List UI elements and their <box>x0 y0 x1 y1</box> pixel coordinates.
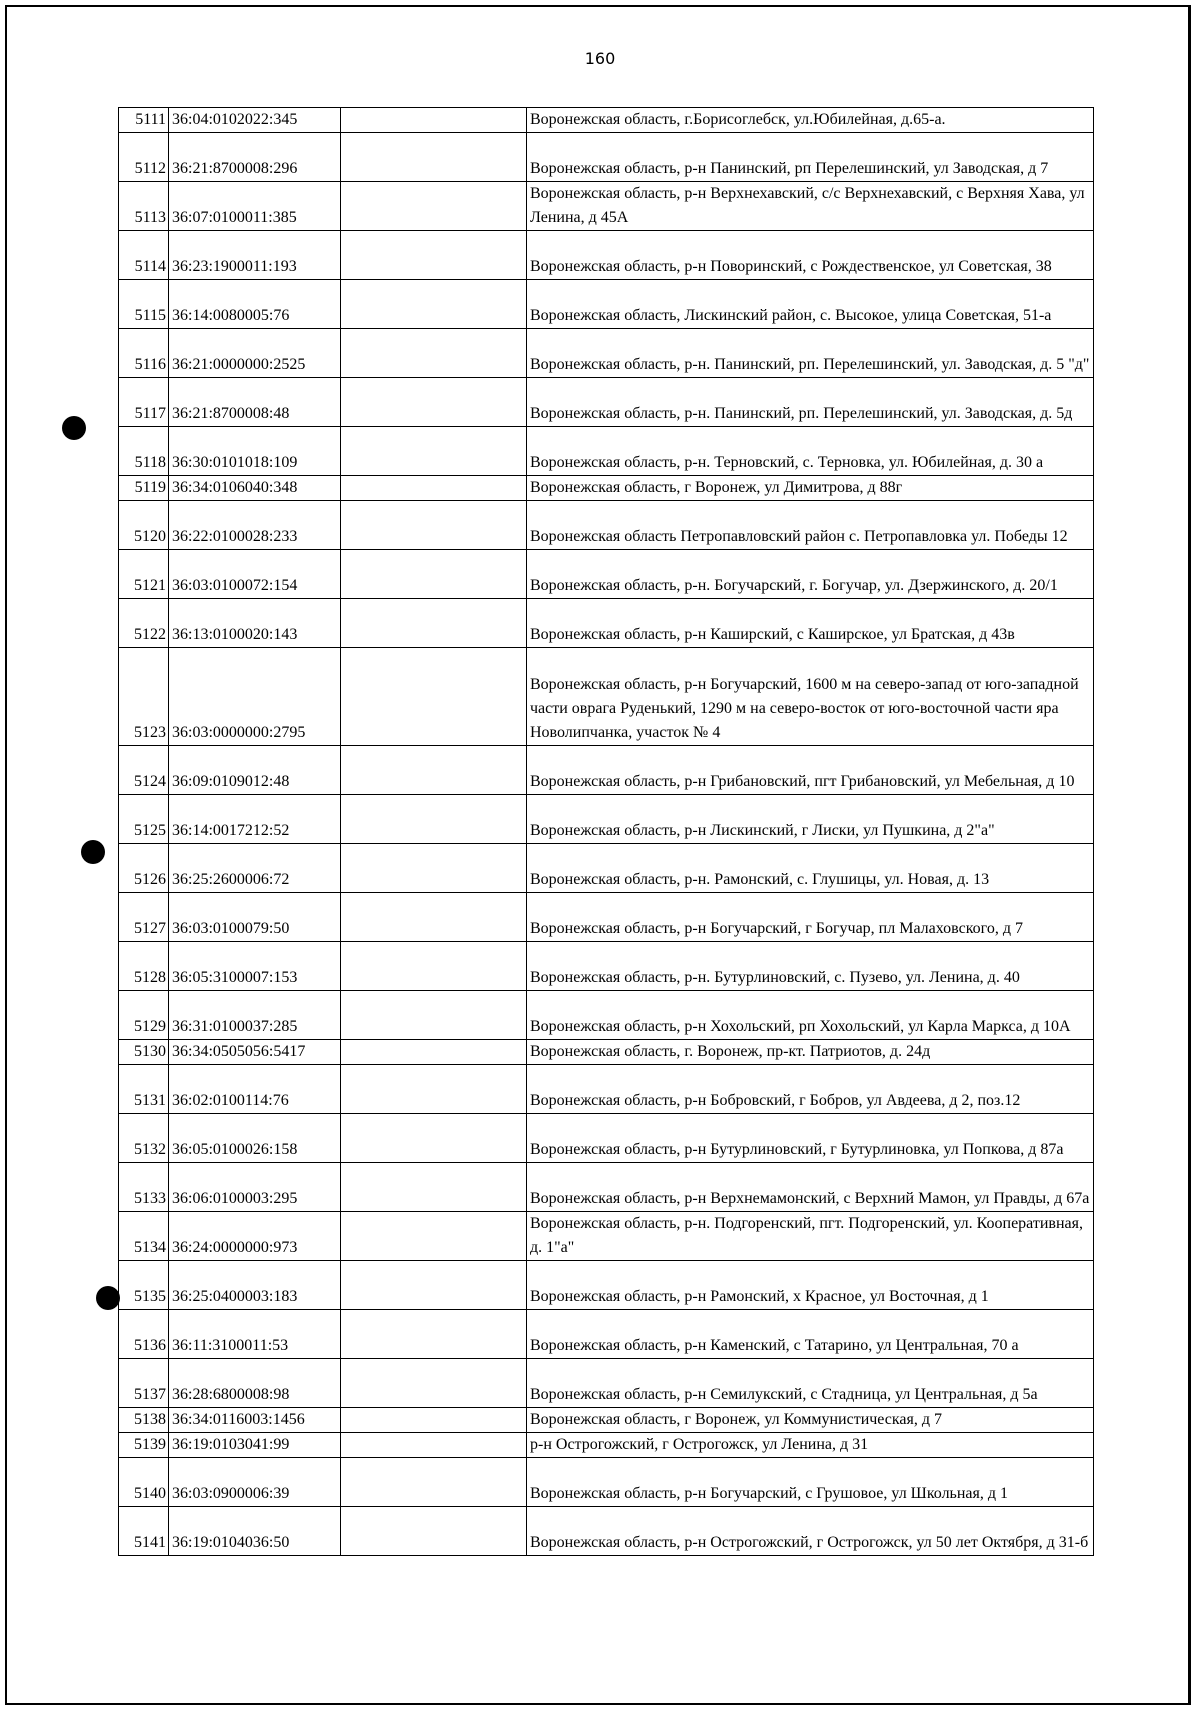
row-number-cell: 5138 <box>119 1408 169 1433</box>
address-cell: Воронежская область, р-н Поворинский, с Рождественское, ул Советская, 38 <box>527 231 1094 280</box>
table-row <box>119 329 1094 378</box>
empty-cell <box>341 795 527 844</box>
table-row <box>119 476 1094 501</box>
cadastral-number-cell: 36:02:0100114:76 <box>169 1065 341 1114</box>
table-row <box>119 280 1094 329</box>
registry-table <box>118 107 1094 1556</box>
table-row <box>119 1433 1094 1458</box>
empty-cell <box>341 329 527 378</box>
empty-cell <box>341 1433 527 1458</box>
row-number-cell: 5118 <box>119 427 169 476</box>
table-row <box>119 1065 1094 1114</box>
registry-table-body <box>119 108 1094 1556</box>
row-number-cell: 5125 <box>119 795 169 844</box>
address-cell: Воронежская область, р-н Богучарский, с Грушовое, ул Школьная, д 1 <box>527 1458 1094 1507</box>
cadastral-number-cell: 36:19:0104036:50 <box>169 1507 341 1556</box>
punch-hole-mark <box>96 1286 120 1310</box>
address-cell: Воронежская область, р-н. Панинский, рп. Перелешинский, ул. Заводская, д. 5 "д" <box>527 329 1094 378</box>
row-number-cell: 5124 <box>119 746 169 795</box>
address-cell: р-н Острогожский, г Острогожск, ул Ленина, д 31 <box>527 1433 1094 1458</box>
cadastral-number-cell: 36:25:2600006:72 <box>169 844 341 893</box>
empty-cell <box>341 1359 527 1408</box>
address-cell: Воронежская область, р-н Хохольский, рп Хохольский, ул Карла Маркса, д 10А <box>527 991 1094 1040</box>
table-row <box>119 133 1094 182</box>
address-cell: Воронежская область, р-н Рамонский, х Красное, ул Восточная, д 1 <box>527 1261 1094 1310</box>
address-cell: Воронежская область, р-н Лискинский, г Лиски, ул Пушкина, д 2"а" <box>527 795 1094 844</box>
table-row <box>119 991 1094 1040</box>
cadastral-number-cell: 36:24:0000000:973 <box>169 1212 341 1261</box>
cadastral-number-cell: 36:06:0100003:295 <box>169 1163 341 1212</box>
address-cell: Воронежская область, г. Воронеж, пр-кт. Патриотов, д. 24д <box>527 1040 1094 1065</box>
cadastral-number-cell: 36:34:0116003:1456 <box>169 1408 341 1433</box>
table-row <box>119 1163 1094 1212</box>
table-row <box>119 1458 1094 1507</box>
empty-cell <box>341 942 527 991</box>
empty-cell <box>341 133 527 182</box>
table-row <box>119 182 1094 231</box>
table-row <box>119 427 1094 476</box>
cadastral-number-cell: 36:05:0100026:158 <box>169 1114 341 1163</box>
table-row <box>119 231 1094 280</box>
cadastral-number-cell: 36:03:0100079:50 <box>169 893 341 942</box>
empty-cell <box>341 746 527 795</box>
table-row <box>119 108 1094 133</box>
row-number-cell: 5137 <box>119 1359 169 1408</box>
empty-cell <box>341 844 527 893</box>
empty-cell <box>341 1507 527 1556</box>
row-number-cell: 5141 <box>119 1507 169 1556</box>
cadastral-number-cell: 36:34:0106040:348 <box>169 476 341 501</box>
row-number-cell: 5134 <box>119 1212 169 1261</box>
cadastral-number-cell: 36:21:8700008:296 <box>169 133 341 182</box>
address-cell: Воронежская область, р-н Богучарский, г Богучар, пл Малаховского, д 7 <box>527 893 1094 942</box>
row-number-cell: 5130 <box>119 1040 169 1065</box>
table-row <box>119 844 1094 893</box>
cadastral-number-cell: 36:13:0100020:143 <box>169 599 341 648</box>
table-row <box>119 1114 1094 1163</box>
address-cell: Воронежская область, р-н Верхнехавский, с/с Верхнехавский, с Верхняя Хава, ул Ленина, д 45А <box>527 182 1094 231</box>
cadastral-number-cell: 36:34:0505056:5417 <box>169 1040 341 1065</box>
table-row <box>119 1359 1094 1408</box>
empty-cell <box>341 501 527 550</box>
row-number-cell: 5139 <box>119 1433 169 1458</box>
cadastral-number-cell: 36:03:0100072:154 <box>169 550 341 599</box>
row-number-cell: 5133 <box>119 1163 169 1212</box>
row-number-cell: 5111 <box>119 108 169 133</box>
row-number-cell: 5117 <box>119 378 169 427</box>
address-cell: Воронежская область Петропавловский район с. Петропавловка ул. Победы 12 <box>527 501 1094 550</box>
punch-hole-mark <box>81 840 105 864</box>
address-cell: Воронежская область, р-н. Богучарский, г. Богучар, ул. Дзержинского, д. 20/1 <box>527 550 1094 599</box>
empty-cell <box>341 476 527 501</box>
address-cell: Воронежская область, Лискинский район, с. Высокое, улица Советская, 51-а <box>527 280 1094 329</box>
table-row <box>119 1040 1094 1065</box>
address-cell: Воронежская область, р-н. Подгоренский, пгт. Подгоренский, ул. Кооперативная, д. 1"а" <box>527 1212 1094 1261</box>
table-row <box>119 501 1094 550</box>
page-number: 160 <box>584 49 616 68</box>
address-cell: Воронежская область, р-н Каширский, с Каширское, ул Братская, д 43в <box>527 599 1094 648</box>
cadastral-number-cell: 36:25:0400003:183 <box>169 1261 341 1310</box>
row-number-cell: 5126 <box>119 844 169 893</box>
cadastral-number-cell: 36:05:3100007:153 <box>169 942 341 991</box>
cadastral-number-cell: 36:03:0900006:39 <box>169 1458 341 1507</box>
cadastral-number-cell: 36:28:6800008:98 <box>169 1359 341 1408</box>
table-row <box>119 893 1094 942</box>
cadastral-number-cell: 36:31:0100037:285 <box>169 991 341 1040</box>
row-number-cell: 5116 <box>119 329 169 378</box>
empty-cell <box>341 280 527 329</box>
table-row <box>119 648 1094 746</box>
empty-cell <box>341 550 527 599</box>
cadastral-number-cell: 36:11:3100011:53 <box>169 1310 341 1359</box>
cadastral-number-cell: 36:19:0103041:99 <box>169 1433 341 1458</box>
cadastral-number-cell: 36:14:0017212:52 <box>169 795 341 844</box>
empty-cell <box>341 1065 527 1114</box>
address-cell: Воронежская область, р-н. Рамонский, с. Глушицы, ул. Новая, д. 13 <box>527 844 1094 893</box>
empty-cell <box>341 1261 527 1310</box>
address-cell: Воронежская область, р-н. Панинский, рп. Перелешинский, ул. Заводская, д. 5д <box>527 378 1094 427</box>
table-row <box>119 599 1094 648</box>
empty-cell <box>341 1163 527 1212</box>
empty-cell <box>341 1408 527 1433</box>
punch-hole-mark <box>62 416 86 440</box>
empty-cell <box>341 1114 527 1163</box>
table-row <box>119 1212 1094 1261</box>
cadastral-number-cell: 36:04:0102022:345 <box>169 108 341 133</box>
row-number-cell: 5129 <box>119 991 169 1040</box>
empty-cell <box>341 182 527 231</box>
empty-cell <box>341 648 527 746</box>
cadastral-number-cell: 36:23:1900011:193 <box>169 231 341 280</box>
address-cell: Воронежская область, г.Борисоглебск, ул.Юбилейная, д.65-а. <box>527 108 1094 133</box>
address-cell: Воронежская область, р-н Панинский, рп Перелешинский, ул Заводская, д 7 <box>527 133 1094 182</box>
row-number-cell: 5115 <box>119 280 169 329</box>
row-number-cell: 5121 <box>119 550 169 599</box>
empty-cell <box>341 1458 527 1507</box>
table-row <box>119 378 1094 427</box>
cadastral-number-cell: 36:14:0080005:76 <box>169 280 341 329</box>
table-row <box>119 1261 1094 1310</box>
empty-cell <box>341 893 527 942</box>
row-number-cell: 5112 <box>119 133 169 182</box>
address-cell: Воронежская область, р-н Острогожский, г Острогожск, ул 50 лет Октября, д 31-б <box>527 1507 1094 1556</box>
table-row <box>119 1507 1094 1556</box>
empty-cell <box>341 1310 527 1359</box>
row-number-cell: 5113 <box>119 182 169 231</box>
row-number-cell: 5122 <box>119 599 169 648</box>
address-cell: Воронежская область, р-н. Терновский, с. Терновка, ул. Юбилейная, д. 30 а <box>527 427 1094 476</box>
row-number-cell: 5132 <box>119 1114 169 1163</box>
row-number-cell: 5131 <box>119 1065 169 1114</box>
row-number-cell: 5128 <box>119 942 169 991</box>
table-row <box>119 795 1094 844</box>
cadastral-number-cell: 36:07:0100011:385 <box>169 182 341 231</box>
address-cell: Воронежская область, р-н. Бутурлиновский, с. Пузево, ул. Ленина, д. 40 <box>527 942 1094 991</box>
cadastral-number-cell: 36:21:0000000:2525 <box>169 329 341 378</box>
address-cell: Воронежская область, р-н Грибановский, пгт Грибановский, ул Мебельная, д 10 <box>527 746 1094 795</box>
address-cell: Воронежская область, р-н Богучарский, 1600 м на северо-запад от юго-западной части оврага Руденький, 1290 м на северо-восток от юго-восточной части яра Новолипчанка, участок № 4 <box>527 648 1094 746</box>
table-row <box>119 1310 1094 1359</box>
empty-cell <box>341 1212 527 1261</box>
cadastral-number-cell: 36:30:0101018:109 <box>169 427 341 476</box>
row-number-cell: 5127 <box>119 893 169 942</box>
table-row <box>119 746 1094 795</box>
address-cell: Воронежская область, р-н Каменский, с Татарино, ул Центральная, 70 а <box>527 1310 1094 1359</box>
cadastral-number-cell: 36:09:0109012:48 <box>169 746 341 795</box>
row-number-cell: 5140 <box>119 1458 169 1507</box>
empty-cell <box>341 231 527 280</box>
empty-cell <box>341 427 527 476</box>
table-row <box>119 942 1094 991</box>
address-cell: Воронежская область, г Воронеж, ул Димитрова, д 88г <box>527 476 1094 501</box>
cadastral-number-cell: 36:22:0100028:233 <box>169 501 341 550</box>
address-cell: Воронежская область, р-н Семилукский, с Стадница, ул Центральная, д 5а <box>527 1359 1094 1408</box>
table-row <box>119 1408 1094 1433</box>
row-number-cell: 5119 <box>119 476 169 501</box>
cadastral-number-cell: 36:21:8700008:48 <box>169 378 341 427</box>
address-cell: Воронежская область, г Воронеж, ул Коммунистическая, д 7 <box>527 1408 1094 1433</box>
address-cell: Воронежская область, р-н Верхнемамонский, с Верхний Мамон, ул Правды, д 67а <box>527 1163 1094 1212</box>
cadastral-number-cell: 36:03:0000000:2795 <box>169 648 341 746</box>
empty-cell <box>341 108 527 133</box>
row-number-cell: 5120 <box>119 501 169 550</box>
empty-cell <box>341 991 527 1040</box>
row-number-cell: 5136 <box>119 1310 169 1359</box>
empty-cell <box>341 378 527 427</box>
row-number-cell: 5114 <box>119 231 169 280</box>
row-number-cell: 5123 <box>119 648 169 746</box>
empty-cell <box>341 1040 527 1065</box>
table-row <box>119 550 1094 599</box>
address-cell: Воронежская область, р-н Бутурлиновский, г Бутурлиновка, ул Попкова, д 87а <box>527 1114 1094 1163</box>
address-cell: Воронежская область, р-н Бобровский, г Бобров, ул Авдеева, д 2, поз.12 <box>527 1065 1094 1114</box>
row-number-cell: 5135 <box>119 1261 169 1310</box>
empty-cell <box>341 599 527 648</box>
